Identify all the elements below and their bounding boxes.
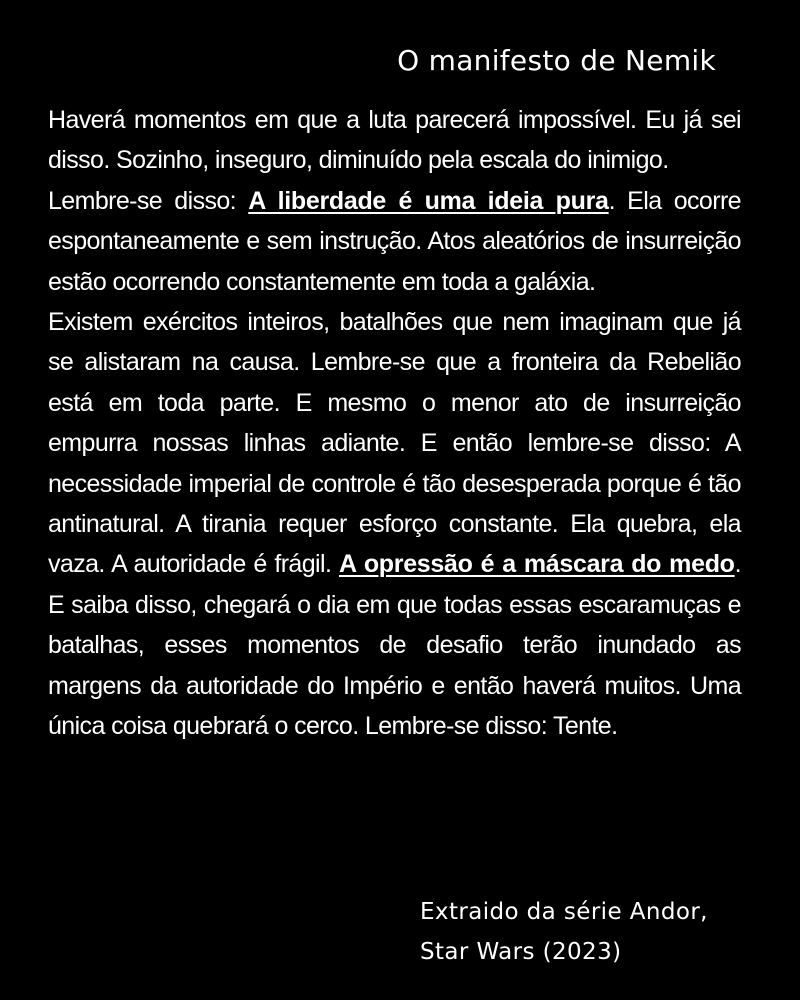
paragraph-2-rest: . Ela ocorre espontaneamente e sem instrução. Atos aleatórios de insurreição estão ocorrendo constantemente em toda a galáxia. bbox=[48, 186, 741, 296]
paragraph-2 bbox=[48, 181, 741, 302]
source-credit bbox=[420, 892, 760, 972]
document-title: O manifesto de Nemik bbox=[397, 44, 716, 77]
emphasis-oppression-quote: A opressão é a máscara do medo bbox=[339, 550, 735, 579]
credit-line-1: Extraido da série Andor, bbox=[420, 899, 708, 925]
paragraph-2-lead: Lembre-se disso: bbox=[48, 186, 249, 215]
credit-line-2: Star Wars (2023) bbox=[420, 939, 622, 965]
paragraph-1: Haverá momentos em que a luta parecerá impossível. Eu já sei disso. Sozinho, inseguro, diminuído pela escala do inimigo. bbox=[48, 106, 741, 175]
manifesto-body bbox=[48, 100, 741, 747]
paragraph-3-lead: Existem exércitos inteiros, batalhões que nem imaginam que já se alistaram na causa. Lembre-se que a fronteira da Rebelião está em toda parte. E mesmo o menor ato de insurreição empurra nossas linhas adiante. E então lembre-se disso: A necessidade imperial de controle é tão desesperada porque é tão antinatural. A tirania requer esforço constante. Ela quebra, ela vaza. A autoridade é frágil. bbox=[48, 308, 741, 579]
paragraph-3 bbox=[48, 302, 741, 746]
paragraph-3-rest: . E saiba disso, chegará o dia em que todas essas escaramuças e batalhas, esses momentos de desafio terão inundado as margens da autoridade do Império e então haverá muitos. Uma única coisa quebrará o cerco. Lembre-se disso: Tente. bbox=[48, 550, 741, 741]
emphasis-freedom-quote: A liberdade é uma ideia pura bbox=[248, 186, 609, 215]
